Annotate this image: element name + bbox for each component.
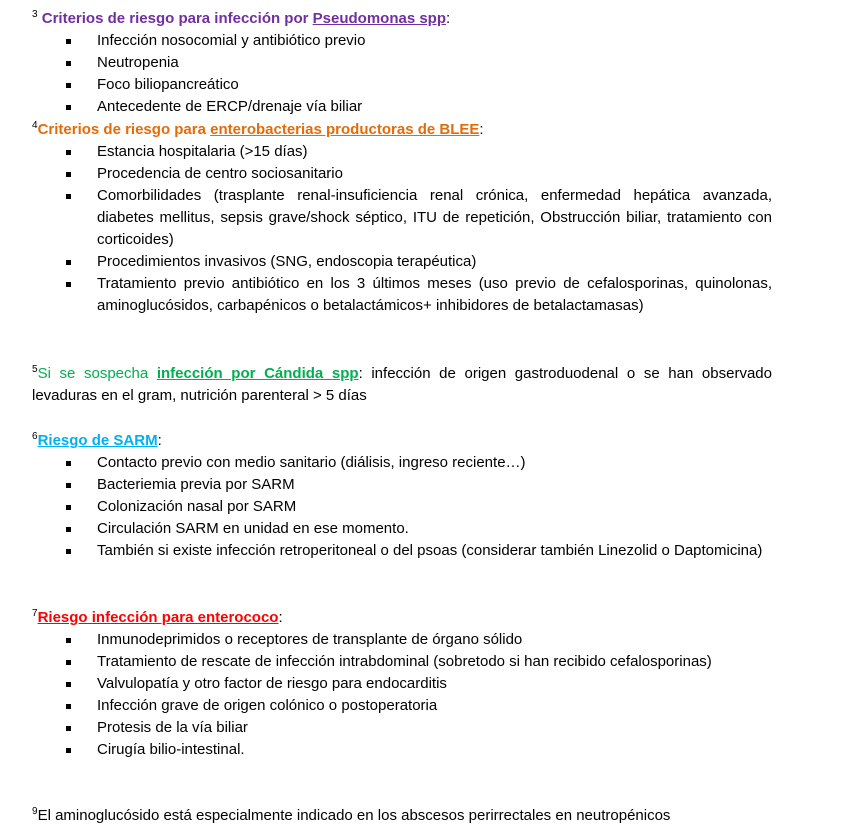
enterococo-list [32, 629, 772, 761]
sarm-list [32, 452, 772, 562]
list-item: Procedencia de centro sociosanitario [32, 163, 772, 185]
candida-lead: Si se sospecha [37, 365, 149, 382]
list-item: Estancia hospitalaria (>15 días) [32, 141, 772, 163]
pseudomonas-link: Pseudomonas spp [312, 10, 446, 27]
enterococo-heading [32, 607, 772, 629]
enterococo-colon: : [278, 609, 283, 626]
blee-link: enterobacterias productoras de BLEE [210, 121, 480, 138]
blee-colon: : [479, 121, 484, 138]
footnote-marker-3: 3 [32, 9, 38, 20]
list-item: Cirugía bilio-intestinal. [32, 739, 772, 761]
candida-text: : infección de origen gastroduodenal o se han observado levaduras en el gram, nutrición parenteral > 5 días [32, 365, 772, 404]
footnote-marker-5: 5 [32, 364, 38, 375]
list-item: Neutropenia [32, 52, 772, 74]
aminoglucosido-paragraph [32, 805, 772, 827]
candida-link: infección por Cándida spp [156, 365, 359, 382]
blee-heading [32, 119, 772, 141]
enterococo-link: Riesgo infección para enterococo [37, 609, 279, 626]
list-item: Circulación SARM en unidad en ese momento. [32, 518, 772, 540]
list-item: Comorbilidades (trasplante renal-insuficiencia renal crónica, enfermedad hepática avanzada, diabetes mellitus, sepsis grave/shock séptico, ITU de repetición, Obstrucción biliar, tratamiento con corticoides) [32, 185, 772, 251]
list-item: Valvulopatía y otro factor de riesgo para endocarditis [32, 673, 772, 695]
pseudomonas-colon: : [446, 10, 451, 27]
blee-list [32, 141, 772, 317]
list-item: Protesis de la vía biliar [32, 717, 772, 739]
list-item: Infección nosocomial y antibiótico previo [32, 30, 772, 52]
list-item: También si existe infección retroperitoneal o del psoas (considerar también Linezolid o Daptomicina) [32, 540, 772, 562]
sarm-colon: : [157, 432, 162, 449]
pseudomonas-title: Criterios de riesgo para infección por [41, 10, 309, 27]
list-item: Tratamiento previo antibiótico en los 3 últimos meses (uso previo de cefalosporinas, quinolonas, aminoglucósidos, carbapénicos o betalactámicos+ inhibidores de betalactamasas) [32, 273, 772, 317]
pseudomonas-heading [32, 8, 772, 30]
footnote-marker-9: 9 [32, 806, 38, 817]
section-aminoglucosido [32, 805, 772, 827]
list-item: Foco biliopancreático [32, 74, 772, 96]
footnote-marker-4: 4 [32, 120, 38, 131]
list-item: Antecedente de ERCP/drenaje vía biliar [32, 96, 772, 118]
list-item: Contacto previo con medio sanitario (diálisis, ingreso reciente…) [32, 452, 772, 474]
footnote-marker-7: 7 [32, 608, 38, 619]
pseudomonas-list [32, 30, 772, 118]
sarm-heading [32, 430, 772, 452]
section-sarm [32, 430, 772, 562]
sarm-link: Riesgo de SARM [37, 432, 158, 449]
list-item: Infección grave de origen colónico o postoperatoria [32, 695, 772, 717]
aminoglucosido-text: El aminoglucósido está especialmente indicado en los abscesos perirrectales en neutropénicos [37, 807, 671, 824]
list-item: Bacteriemia previa por SARM [32, 474, 772, 496]
blee-title: Criterios de riesgo para [37, 121, 206, 138]
list-item: Inmunodeprimidos o receptores de transplante de órgano sólido [32, 629, 772, 651]
list-item: Tratamiento de rescate de infección intrabdominal (sobretodo si han recibido cefalosporinas) [32, 651, 772, 673]
section-enterococo [32, 607, 772, 761]
list-item: Procedimientos invasivos (SNG, endoscopia terapéutica) [32, 251, 772, 273]
candida-paragraph [32, 363, 772, 407]
section-pseudomonas [32, 8, 772, 118]
list-item: Colonización nasal por SARM [32, 496, 772, 518]
section-candida [32, 363, 772, 407]
footnote-marker-6: 6 [32, 431, 38, 442]
section-blee [32, 119, 772, 317]
